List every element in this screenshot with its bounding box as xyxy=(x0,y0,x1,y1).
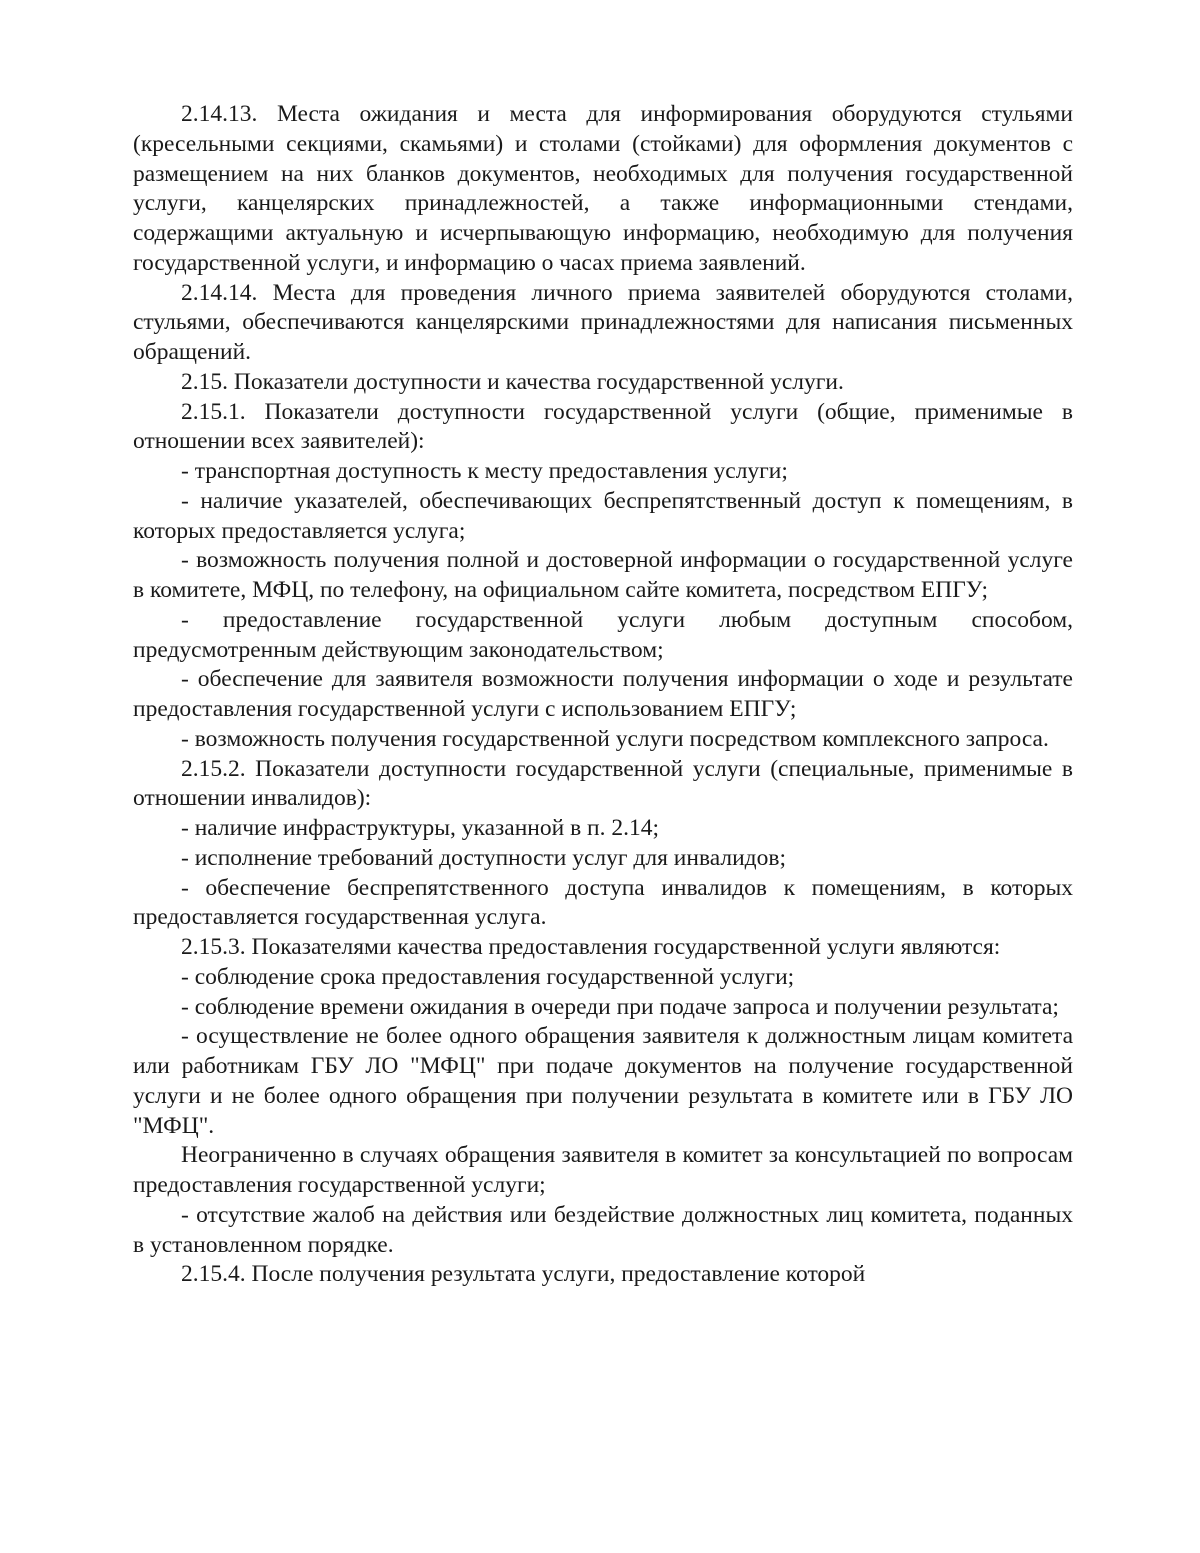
document-body xyxy=(133,100,1073,1290)
list-item-no-complaints: - отсутствие жалоб на действия или бездействие должностных лиц комитета, поданных в установленном порядке. xyxy=(133,1201,1073,1258)
list-item-unobstructed-access: - обеспечение беспрепятственного доступа инвалидов к помещениям, в которых предоставляется государственная услуга. xyxy=(133,874,1073,931)
list-item-progress-info: - обеспечение для заявителя возможности получения информации о ходе и результате предоставления государственной услуги с использованием ЕПГУ; xyxy=(133,666,1073,722)
paragraph-2-15-3: 2.15.3. Показателями качества предоставления государственной услуги являются: xyxy=(181,934,1001,960)
list-item-signs: - наличие указателей, обеспечивающих беспрепятственный доступ к помещениям, в которых предоставляется услуга; xyxy=(133,487,1073,544)
paragraph-unlimited-consultation: Неограниченно в случаях обращения заявителя в комитет за консультацией по вопросам предоставления государственной услуги; xyxy=(133,1142,1073,1198)
list-item-any-method: - предоставление государственной услуги любым доступным способом, предусмотренным действующим законодательством; xyxy=(133,606,1073,663)
list-item-waiting-time: - соблюдение времени ожидания в очереди при подаче запроса и получении результата; xyxy=(181,993,1059,1020)
paragraph-2-15-2: 2.15.2. Показатели доступности государственной услуги (специальные, применимые в отношении инвалидов): xyxy=(133,755,1073,812)
list-item-infrastructure: - наличие инфраструктуры, указанной в п. 2.14; xyxy=(181,815,660,841)
paragraph-2-14-14: 2.14.14. Места для проведения личного приема заявителей оборудуются столами, стульями, обеспечиваются канцелярскими принадлежностями для написания письменных обращений. xyxy=(133,279,1073,365)
list-item-single-visit: - осуществление не более одного обращения заявителя к должностным лицам комитета или работникам ГБУ ЛО "МФЦ" при подаче документов на получение государственной услуги и не более одного обращения при получении результата в комитете или в ГБУ ЛО "МФЦ". xyxy=(133,1023,1073,1139)
list-item-accessibility-requirements: - исполнение требований доступности услуг для инвалидов; xyxy=(181,844,786,871)
paragraph-2-15: 2.15. Показатели доступности и качества государственной услуги. xyxy=(181,368,844,395)
list-item-information: - возможность получения полной и достоверной информации о государственной услуге в комитете, МФЦ, по телефону, на официальном сайте комитета, посредством ЕПГУ; xyxy=(133,547,1073,603)
paragraph-2-14-13: 2.14.13. Места ожидания и места для информирования оборудуются стульями (кресельными секциями, скамьями) и столами (стойками) для оформления документов с размещением на них бланков документов, необходимых для получения государственной услуги, канцелярских принадлежностей, а также информационными стендами, содержащими актуальную и исчерпывающую информацию, необходимую для получения государственной услуги, и информацию о часах приема заявлений. xyxy=(133,101,1073,276)
list-item-deadline: - соблюдение срока предоставления государственной услуги; xyxy=(181,963,795,990)
paragraph-2-15-4: 2.15.4. После получения результата услуги, предоставление которой xyxy=(181,1261,866,1288)
paragraph-2-15-1: 2.15.1. Показатели доступности государственной услуги (общие, применимые в отношении всех заявителей): xyxy=(133,398,1073,455)
list-item-transport-access: - транспортная доступность к месту предоставления услуги; xyxy=(181,458,788,484)
list-item-complex-request: - возможность получения государственной услуги посредством комплексного запроса. xyxy=(181,725,1049,752)
